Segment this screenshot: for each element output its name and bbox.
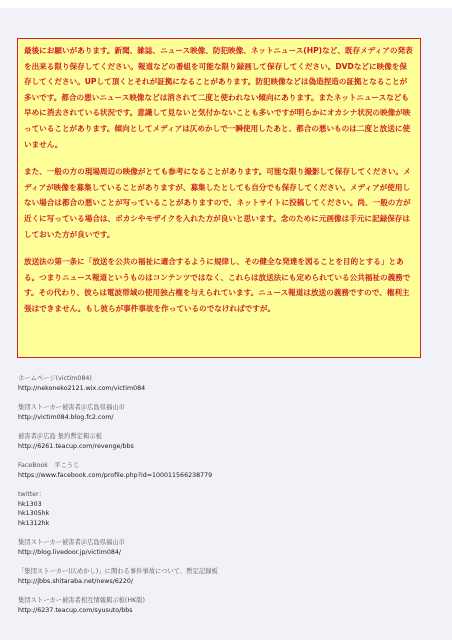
link-label: twitter： — [18, 491, 46, 498]
link-label: 「集団ストーカー(仄めかし)」に関わる事件事故について、暫定記録板 — [18, 568, 218, 575]
link-url[interactable]: http://victim084.blog.fc2.com/ — [18, 413, 114, 421]
link-url[interactable]: https://www.facebook.com/profile.php?id=100011566238779 — [18, 471, 213, 479]
notice-paragraph-3: 放送法の第一条に「放送を公共の福祉に適合するように規律し、その健全な発達を図ることを目的とする」とある。つまりニュース報道というものはコンテンツではなく、これらは放送法にも定められている公共福祉の義務です。その代わり、彼らは電波帯域の使用独占権を与えられています。ニュース報道は放送の義務ですので、権利主張はできません。もし彼らが事件事故を作っているのでなければですが。 — [24, 257, 411, 313]
link-homepage — [18, 374, 438, 393]
link-url[interactable]: http://6237.teacup.com/syusuto/bbs — [18, 606, 133, 614]
link-label: FaceBook 平こうじ — [18, 462, 80, 469]
link-label: ホームページ(victim084) — [18, 375, 92, 382]
link-fc2-blog — [18, 403, 438, 422]
link-url[interactable]: http://jbbs.shitaraba.net/news/6220/ — [18, 577, 133, 585]
link-url[interactable]: http://blog.livedoor.jp/victim084/ — [18, 548, 122, 556]
link-label: 集団ストーカー被害者＠広島県福山市 — [18, 404, 125, 411]
link-livedoor-blog — [18, 538, 438, 557]
link-shitaraba — [18, 567, 438, 586]
twitter-handle[interactable]: hk1303 — [18, 500, 42, 508]
link-url[interactable]: http://nekoneko2121.wix.com/victim084 — [18, 384, 146, 392]
twitter-handle[interactable]: hk1312hk — [18, 519, 50, 527]
notice-paragraph-2: また、一般の方の現場周辺の映像がとても参考になることがあります。可能な限り撮影して保存してください。メディアが映像を募集していることがありますが、募集したとしても自分でも保存してください。メディアが使用しない場合は都合の悪いことが写っていることがありますので、ネットサイトに投稿してください。尚、一般の方が近くに写っている場合は、ボカシやモザイクを入れた方が良いと思います。念のために元画像は手元に記録保存はしておいた方が良いです。 — [24, 167, 411, 239]
link-label: 集団ストーカー被害者＠広島県福山市 — [18, 539, 125, 546]
twitter-handle[interactable]: hk1305hk — [18, 510, 50, 517]
link-teacup-revenge — [18, 432, 438, 451]
notice-box — [17, 38, 421, 358]
link-teacup-syusuto — [18, 596, 438, 615]
notice-paragraph-1: 最後にお願いがあります。新聞、雑誌、ニュース映像、防犯映像、ネットニュース(HP)など、既存メディアの発表を出来る限り保存してください。報道などの番組を可能な限り録画して保存してください。DVDなどに映像を保存してください。UPして頂くとそれが証拠になることがあります。防犯映像などは偽造捏造の証拠となることが多いです。都合の悪いニュース映像などは消されて二度と使われない傾向にあります。またネットニュースなども早めに消去されている状況です。意識して見ないと気付かないことも多いですが明らかにオカシナ状況の映像が映っていることがあります。傾向としてメディアは仄めかしで一瞬使用したあと、都合の悪いものは二度と放送に使いません。 — [24, 46, 413, 149]
link-facebook — [18, 461, 438, 480]
link-twitter — [18, 490, 438, 528]
link-label: 集団ストーカー被害者相互情報掲示板(HK版) — [18, 597, 145, 604]
link-list — [18, 374, 438, 625]
link-label: 被害者＠広島 集約暫定掲示板 — [18, 433, 102, 440]
top-margin — [0, 0, 452, 8]
link-url[interactable]: http://6261.teacup.com/revenge/bbs — [18, 442, 134, 450]
